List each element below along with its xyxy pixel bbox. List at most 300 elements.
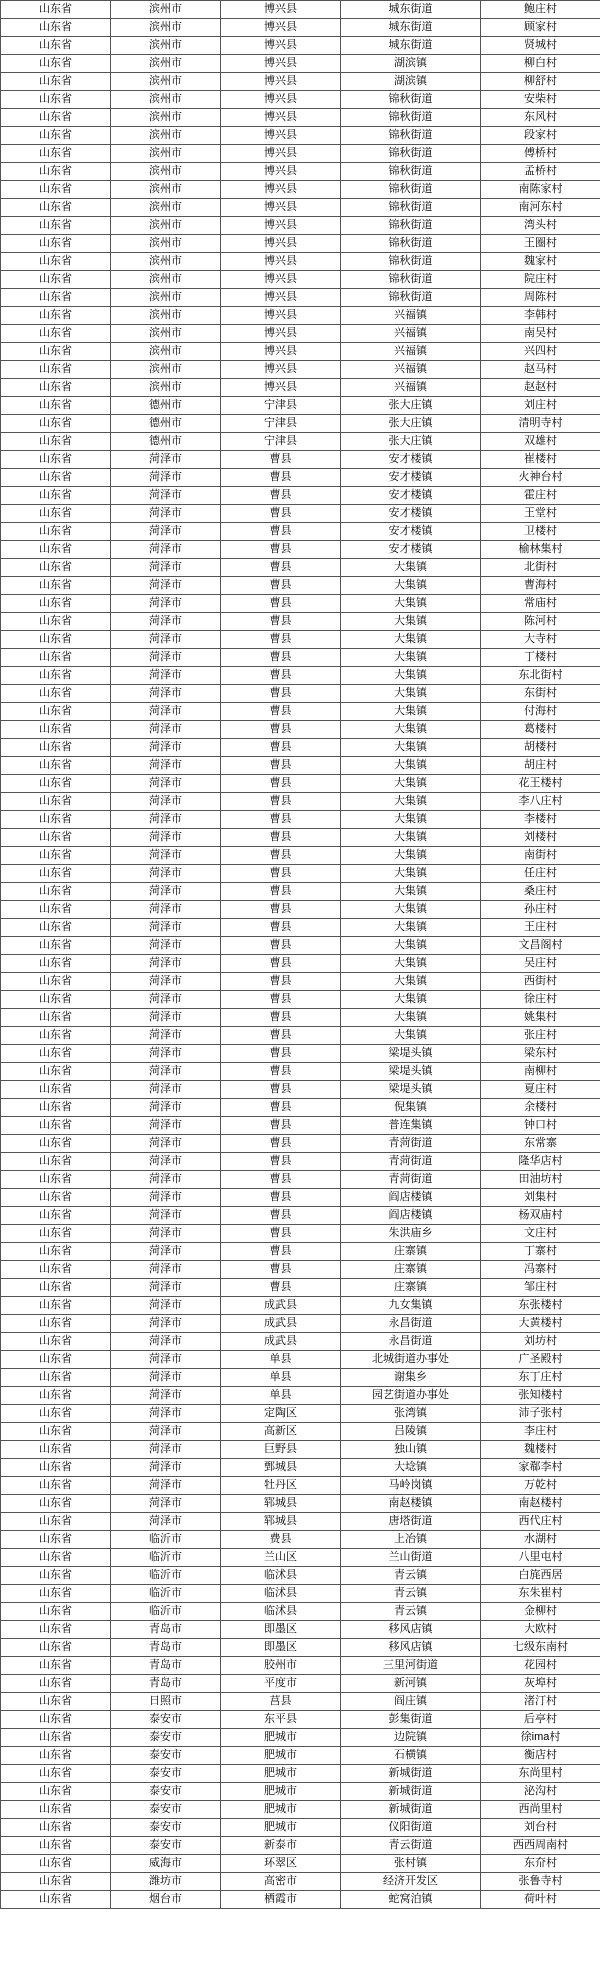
table-row <box>1 595 600 613</box>
cell-town: 新河镇 <box>341 1675 481 1693</box>
cell-town: 安才楼镇 <box>341 469 481 487</box>
cell-town: 仪阳街道 <box>341 1819 481 1837</box>
table-row <box>1 919 600 937</box>
cell-town: 上冶镇 <box>341 1531 481 1549</box>
cell-county: 博兴县 <box>221 73 341 91</box>
table-row <box>1 829 600 847</box>
cell-city: 潍坊市 <box>111 1873 221 1891</box>
cell-province: 山东省 <box>1 649 111 667</box>
cell-town: 锦秋街道 <box>341 199 481 217</box>
cell-town: 锦秋街道 <box>341 109 481 127</box>
cell-county: 曹县 <box>221 793 341 811</box>
cell-county: 曹县 <box>221 757 341 775</box>
cell-county: 即墨区 <box>221 1639 341 1657</box>
cell-county: 曹县 <box>221 1099 341 1117</box>
cell-city: 菏泽市 <box>111 523 221 541</box>
cell-county: 曹县 <box>221 1225 341 1243</box>
cell-village: 梁东村 <box>481 1045 600 1063</box>
cell-village: 霍庄村 <box>481 487 600 505</box>
cell-village: 南街村 <box>481 847 600 865</box>
table-row <box>1 1171 600 1189</box>
cell-city: 菏泽市 <box>111 991 221 1009</box>
cell-province: 山东省 <box>1 199 111 217</box>
table-row <box>1 523 600 541</box>
cell-village: 南赵楼村 <box>481 1495 600 1513</box>
cell-town: 大集镇 <box>341 1027 481 1045</box>
cell-village: 杨双庙村 <box>481 1207 600 1225</box>
cell-town: 大集镇 <box>341 577 481 595</box>
table-row <box>1 973 600 991</box>
cell-city: 滨州市 <box>111 361 221 379</box>
cell-town: 庄寨镇 <box>341 1279 481 1297</box>
cell-city: 菏泽市 <box>111 1099 221 1117</box>
cell-county: 曹县 <box>221 541 341 559</box>
cell-city: 菏泽市 <box>111 847 221 865</box>
cell-village: 双雄村 <box>481 433 600 451</box>
cell-village: 魏家村 <box>481 253 600 271</box>
cell-province: 山东省 <box>1 307 111 325</box>
cell-village: 沛子张村 <box>481 1405 600 1423</box>
cell-province: 山东省 <box>1 1873 111 1891</box>
cell-county: 博兴县 <box>221 217 341 235</box>
cell-village: 段家村 <box>481 127 600 145</box>
cell-city: 菏泽市 <box>111 1171 221 1189</box>
cell-province: 山东省 <box>1 325 111 343</box>
cell-county: 博兴县 <box>221 289 341 307</box>
table-row <box>1 1225 600 1243</box>
cell-city: 滨州市 <box>111 127 221 145</box>
table-row <box>1 1207 600 1225</box>
cell-town: 锦秋街道 <box>341 145 481 163</box>
cell-province: 山东省 <box>1 253 111 271</box>
cell-village: 傅桥村 <box>481 145 600 163</box>
cell-city: 威海市 <box>111 1855 221 1873</box>
cell-county: 曹县 <box>221 1135 341 1153</box>
cell-village: 刘楼村 <box>481 829 600 847</box>
cell-village: 张鲁寺村 <box>481 1873 600 1891</box>
cell-city: 滨州市 <box>111 235 221 253</box>
cell-county: 栖霞市 <box>221 1891 341 1909</box>
cell-county: 肥城市 <box>221 1819 341 1837</box>
cell-city: 菏泽市 <box>111 1369 221 1387</box>
cell-village: 余楼村 <box>481 1099 600 1117</box>
table-row <box>1 145 600 163</box>
table-row <box>1 775 600 793</box>
table-row <box>1 883 600 901</box>
table-row <box>1 1369 600 1387</box>
cell-town: 张大庄镇 <box>341 415 481 433</box>
cell-village: 花王楼村 <box>481 775 600 793</box>
cell-town: 锦秋街道 <box>341 289 481 307</box>
cell-province: 山东省 <box>1 829 111 847</box>
table-row <box>1 901 600 919</box>
cell-town: 锦秋街道 <box>341 217 481 235</box>
cell-city: 滨州市 <box>111 253 221 271</box>
cell-village: 花园村 <box>481 1657 600 1675</box>
cell-province: 山东省 <box>1 127 111 145</box>
cell-county: 博兴县 <box>221 91 341 109</box>
cell-city: 临沂市 <box>111 1549 221 1567</box>
cell-town: 湖滨镇 <box>341 55 481 73</box>
cell-county: 曹县 <box>221 829 341 847</box>
cell-village: 李八庄村 <box>481 793 600 811</box>
cell-county: 曹县 <box>221 937 341 955</box>
cell-province: 山东省 <box>1 415 111 433</box>
cell-province: 山东省 <box>1 1585 111 1603</box>
table-body <box>1 1 600 1909</box>
table-row <box>1 451 600 469</box>
cell-village: 南吴村 <box>481 325 600 343</box>
table-row <box>1 1351 600 1369</box>
cell-town: 大集镇 <box>341 559 481 577</box>
cell-town: 青云镇 <box>341 1567 481 1585</box>
cell-county: 曹县 <box>221 775 341 793</box>
cell-village: 姚集村 <box>481 1009 600 1027</box>
cell-village: 刘庄村 <box>481 397 600 415</box>
cell-village: 葛楼村 <box>481 721 600 739</box>
cell-village: 桑庄村 <box>481 883 600 901</box>
cell-town: 安才楼镇 <box>341 487 481 505</box>
cell-province: 山东省 <box>1 397 111 415</box>
cell-county: 单县 <box>221 1351 341 1369</box>
cell-province: 山东省 <box>1 1315 111 1333</box>
cell-city: 菏泽市 <box>111 1135 221 1153</box>
cell-village: 衡店村 <box>481 1747 600 1765</box>
cell-county: 曹县 <box>221 847 341 865</box>
cell-city: 菏泽市 <box>111 883 221 901</box>
cell-city: 滨州市 <box>111 199 221 217</box>
cell-town: 新城街道 <box>341 1783 481 1801</box>
cell-city: 菏泽市 <box>111 1459 221 1477</box>
table-row <box>1 1495 600 1513</box>
cell-city: 青岛市 <box>111 1621 221 1639</box>
table-row <box>1 1027 600 1045</box>
cell-county: 曹县 <box>221 721 341 739</box>
table-row <box>1 1711 600 1729</box>
cell-county: 博兴县 <box>221 379 341 397</box>
cell-province: 山东省 <box>1 1279 111 1297</box>
table-row <box>1 1801 600 1819</box>
table-row <box>1 1135 600 1153</box>
cell-province: 山东省 <box>1 1801 111 1819</box>
cell-province: 山东省 <box>1 901 111 919</box>
cell-province: 山东省 <box>1 721 111 739</box>
cell-town: 永昌街道 <box>341 1333 481 1351</box>
cell-city: 德州市 <box>111 433 221 451</box>
cell-county: 兰山区 <box>221 1549 341 1567</box>
cell-town: 大埝镇 <box>341 1459 481 1477</box>
cell-town: 兴福镇 <box>341 343 481 361</box>
cell-village: 刘台村 <box>481 1819 600 1837</box>
cell-county: 胶州市 <box>221 1657 341 1675</box>
cell-city: 菏泽市 <box>111 631 221 649</box>
cell-village: 白旄西居 <box>481 1567 600 1585</box>
cell-town: 普连集镇 <box>341 1117 481 1135</box>
cell-county: 曹县 <box>221 1153 341 1171</box>
cell-province: 山东省 <box>1 361 111 379</box>
table-row <box>1 55 600 73</box>
cell-town: 锦秋街道 <box>341 163 481 181</box>
cell-province: 山东省 <box>1 487 111 505</box>
table-row <box>1 199 600 217</box>
cell-county: 临沭县 <box>221 1567 341 1585</box>
cell-province: 山东省 <box>1 1693 111 1711</box>
cell-village: 顾家村 <box>481 19 600 37</box>
cell-village: 徐ima村 <box>481 1729 600 1747</box>
cell-province: 山东省 <box>1 1459 111 1477</box>
cell-town: 大集镇 <box>341 937 481 955</box>
cell-county: 费县 <box>221 1531 341 1549</box>
cell-town: 大集镇 <box>341 757 481 775</box>
cell-village: 文昌阁村 <box>481 937 600 955</box>
cell-city: 滨州市 <box>111 55 221 73</box>
cell-village: 院庄村 <box>481 271 600 289</box>
cell-county: 博兴县 <box>221 361 341 379</box>
table-row <box>1 1387 600 1405</box>
table-row <box>1 649 600 667</box>
cell-province: 山东省 <box>1 1531 111 1549</box>
cell-town: 大集镇 <box>341 847 481 865</box>
cell-county: 博兴县 <box>221 343 341 361</box>
cell-town: 南赵楼镇 <box>341 1495 481 1513</box>
table-row <box>1 271 600 289</box>
cell-city: 菏泽市 <box>111 1387 221 1405</box>
cell-county: 莒县 <box>221 1693 341 1711</box>
cell-city: 菏泽市 <box>111 505 221 523</box>
cell-town: 青菏街道 <box>341 1153 481 1171</box>
cell-town: 锦秋街道 <box>341 235 481 253</box>
cell-city: 菏泽市 <box>111 559 221 577</box>
cell-province: 山东省 <box>1 775 111 793</box>
cell-province: 山东省 <box>1 1171 111 1189</box>
table-row <box>1 469 600 487</box>
cell-village: 八里屯村 <box>481 1549 600 1567</box>
cell-county: 曹县 <box>221 1279 341 1297</box>
cell-city: 菏泽市 <box>111 1315 221 1333</box>
cell-city: 菏泽市 <box>111 1027 221 1045</box>
cell-village: 广圣殿村 <box>481 1351 600 1369</box>
cell-town: 边院镇 <box>341 1729 481 1747</box>
table-row <box>1 631 600 649</box>
cell-city: 菏泽市 <box>111 703 221 721</box>
table-row <box>1 1117 600 1135</box>
table-row <box>1 343 600 361</box>
cell-county: 肥城市 <box>221 1747 341 1765</box>
cell-county: 曹县 <box>221 955 341 973</box>
cell-village: 荷叶村 <box>481 1891 600 1909</box>
cell-village: 陈河村 <box>481 613 600 631</box>
cell-city: 滨州市 <box>111 91 221 109</box>
cell-province: 山东省 <box>1 991 111 1009</box>
table-row <box>1 1243 600 1261</box>
table-row <box>1 1675 600 1693</box>
cell-village: 家郗李村 <box>481 1459 600 1477</box>
cell-county: 即墨区 <box>221 1621 341 1639</box>
cell-town: 大集镇 <box>341 1009 481 1027</box>
cell-county: 曹县 <box>221 1009 341 1027</box>
cell-village: 北街村 <box>481 559 600 577</box>
cell-town: 大集镇 <box>341 991 481 1009</box>
cell-province: 山东省 <box>1 1567 111 1585</box>
table-row <box>1 235 600 253</box>
cell-county: 曹县 <box>221 1063 341 1081</box>
cell-town: 张大庄镇 <box>341 397 481 415</box>
cell-village: 胡庄村 <box>481 757 600 775</box>
table-row <box>1 739 600 757</box>
cell-town: 兴福镇 <box>341 361 481 379</box>
cell-town: 大集镇 <box>341 919 481 937</box>
cell-county: 临沭县 <box>221 1603 341 1621</box>
cell-city: 菏泽市 <box>111 1063 221 1081</box>
cell-village: 柳白村 <box>481 55 600 73</box>
cell-town: 锦秋街道 <box>341 253 481 271</box>
cell-village: 金柳村 <box>481 1603 600 1621</box>
cell-town: 蛇窝泊镇 <box>341 1891 481 1909</box>
cell-province: 山东省 <box>1 271 111 289</box>
cell-town: 青云镇 <box>341 1585 481 1603</box>
table-row <box>1 1459 600 1477</box>
cell-city: 烟台市 <box>111 1891 221 1909</box>
cell-village: 张知楼村 <box>481 1387 600 1405</box>
cell-province: 山东省 <box>1 541 111 559</box>
cell-county: 曹县 <box>221 667 341 685</box>
table-row <box>1 253 600 271</box>
table-row <box>1 19 600 37</box>
cell-county: 高新区 <box>221 1423 341 1441</box>
cell-village: 赵赵村 <box>481 379 600 397</box>
table-row <box>1 1063 600 1081</box>
cell-village: 柳舒村 <box>481 73 600 91</box>
cell-village: 大欧村 <box>481 1621 600 1639</box>
cell-town: 城东街道 <box>341 37 481 55</box>
cell-city: 菏泽市 <box>111 1117 221 1135</box>
table-row <box>1 433 600 451</box>
cell-county: 牡丹区 <box>221 1477 341 1495</box>
cell-county: 博兴县 <box>221 145 341 163</box>
cell-province: 山东省 <box>1 433 111 451</box>
cell-county: 曹县 <box>221 559 341 577</box>
cell-province: 山东省 <box>1 865 111 883</box>
cell-city: 青岛市 <box>111 1639 221 1657</box>
cell-city: 滨州市 <box>111 217 221 235</box>
cell-county: 曹县 <box>221 1045 341 1063</box>
cell-town: 北城街道办事处 <box>341 1351 481 1369</box>
table-row <box>1 91 600 109</box>
cell-city: 菏泽市 <box>111 613 221 631</box>
table-row <box>1 361 600 379</box>
cell-village: 大黄楼村 <box>481 1315 600 1333</box>
cell-town: 九女集镇 <box>341 1297 481 1315</box>
cell-city: 菏泽市 <box>111 1243 221 1261</box>
cell-town: 大集镇 <box>341 955 481 973</box>
table-row <box>1 1099 600 1117</box>
cell-village: 西代庄村 <box>481 1513 600 1531</box>
cell-city: 菏泽市 <box>111 1405 221 1423</box>
cell-county: 曹县 <box>221 703 341 721</box>
cell-town: 阎店楼镇 <box>341 1207 481 1225</box>
cell-province: 山东省 <box>1 55 111 73</box>
cell-village: 东朱崔村 <box>481 1585 600 1603</box>
table-row <box>1 73 600 91</box>
cell-city: 菏泽市 <box>111 1189 221 1207</box>
cell-county: 宁津县 <box>221 433 341 451</box>
cell-village: 崔楼村 <box>481 451 600 469</box>
table-row <box>1 325 600 343</box>
table-row <box>1 1765 600 1783</box>
table-row <box>1 577 600 595</box>
table-row <box>1 1423 600 1441</box>
cell-province: 山东省 <box>1 1387 111 1405</box>
cell-county: 曹县 <box>221 631 341 649</box>
cell-province: 山东省 <box>1 1603 111 1621</box>
cell-city: 菏泽市 <box>111 1207 221 1225</box>
cell-city: 菏泽市 <box>111 919 221 937</box>
cell-county: 环翠区 <box>221 1855 341 1873</box>
table-row <box>1 793 600 811</box>
cell-town: 大集镇 <box>341 775 481 793</box>
cell-town: 大集镇 <box>341 739 481 757</box>
cell-county: 曹县 <box>221 451 341 469</box>
table-row <box>1 1531 600 1549</box>
cell-village: 赵马村 <box>481 361 600 379</box>
cell-province: 山东省 <box>1 379 111 397</box>
table-row <box>1 1783 600 1801</box>
cell-county: 博兴县 <box>221 181 341 199</box>
table-row <box>1 703 600 721</box>
cell-city: 菏泽市 <box>111 1441 221 1459</box>
table-row <box>1 541 600 559</box>
cell-village: 冯寨村 <box>481 1261 600 1279</box>
cell-county: 曹县 <box>221 739 341 757</box>
cell-town: 朱洪庙乡 <box>341 1225 481 1243</box>
cell-province: 山东省 <box>1 1135 111 1153</box>
cell-town: 安才楼镇 <box>341 451 481 469</box>
cell-city: 菏泽市 <box>111 487 221 505</box>
cell-village: 张庄村 <box>481 1027 600 1045</box>
cell-province: 山东省 <box>1 1 111 19</box>
table-row <box>1 1333 600 1351</box>
cell-county: 曹县 <box>221 1027 341 1045</box>
cell-province: 山东省 <box>1 1351 111 1369</box>
table-row <box>1 613 600 631</box>
cell-county: 宁津县 <box>221 415 341 433</box>
cell-province: 山东省 <box>1 37 111 55</box>
cell-city: 滨州市 <box>111 181 221 199</box>
cell-city: 菏泽市 <box>111 829 221 847</box>
cell-province: 山东省 <box>1 217 111 235</box>
cell-village: 常庙村 <box>481 595 600 613</box>
cell-village: 灰埠村 <box>481 1675 600 1693</box>
cell-province: 山东省 <box>1 109 111 127</box>
cell-county: 曹县 <box>221 1081 341 1099</box>
cell-city: 菏泽市 <box>111 739 221 757</box>
cell-village: 泌沟村 <box>481 1783 600 1801</box>
cell-village: 夏庄村 <box>481 1081 600 1099</box>
cell-province: 山东省 <box>1 1009 111 1027</box>
table-row <box>1 1513 600 1531</box>
cell-village: 西西周南村 <box>481 1837 600 1855</box>
cell-province: 山东省 <box>1 577 111 595</box>
cell-county: 曹县 <box>221 523 341 541</box>
cell-town: 兴福镇 <box>341 379 481 397</box>
cell-village: 渚汀村 <box>481 1693 600 1711</box>
table-row <box>1 1 600 19</box>
cell-city: 滨州市 <box>111 1 221 19</box>
cell-town: 大集镇 <box>341 973 481 991</box>
cell-city: 日照市 <box>111 1693 221 1711</box>
cell-province: 山东省 <box>1 1063 111 1081</box>
cell-city: 滨州市 <box>111 271 221 289</box>
